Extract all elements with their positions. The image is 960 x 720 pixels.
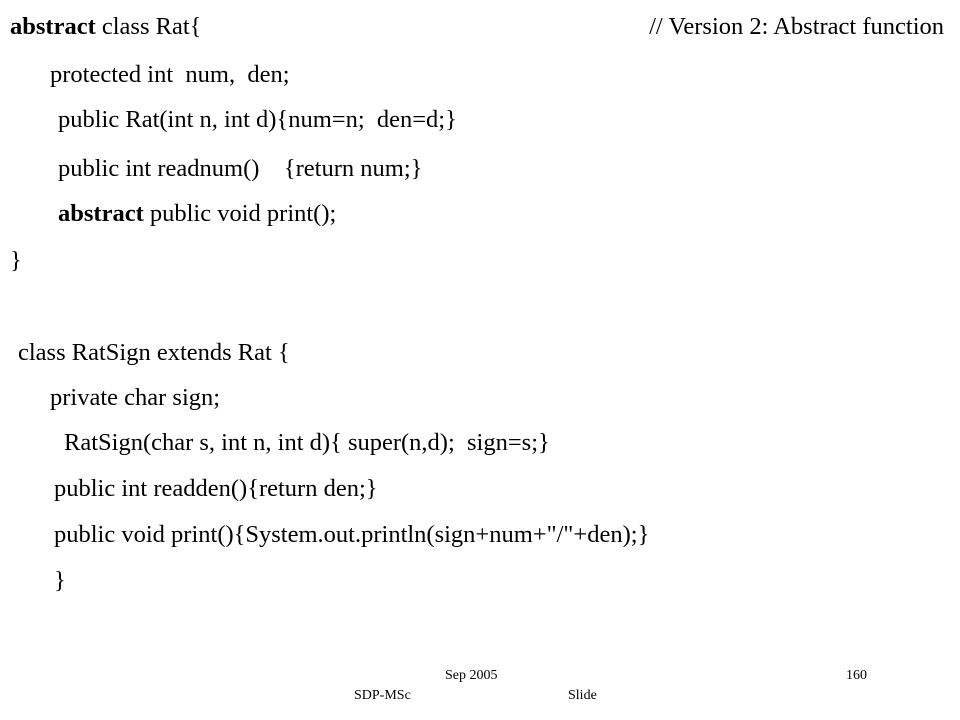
code-text: class RatSign extends Rat {	[18, 339, 290, 366]
code-line-6	[10, 246, 22, 276]
code-line-9	[64, 428, 550, 458]
code-line-11	[54, 520, 649, 550]
code-line-12	[54, 566, 66, 596]
code-line-4	[58, 154, 422, 184]
code-line-1	[10, 12, 201, 42]
code-line-7	[18, 338, 290, 368]
footer-page-number: 160	[846, 668, 867, 683]
code-text: public void print(){System.out.println(sign+num+"/"+den);}	[54, 521, 650, 548]
code-text: public int readden(){return den;}	[54, 475, 378, 502]
code-line-8	[50, 383, 220, 413]
code-text: protected int num, den;	[50, 61, 290, 88]
code-text: class Rat{	[95, 13, 202, 40]
code-line-2	[50, 60, 290, 90]
code-text: }	[54, 567, 66, 594]
code-text: }	[10, 247, 22, 274]
footer-slide-label: Slide	[568, 688, 597, 703]
code-line-5	[58, 199, 336, 229]
code-text: RatSign(char s, int n, int d){ super(n,d); sign=s;}	[64, 429, 550, 456]
code-text: private char sign;	[50, 384, 221, 411]
keyword-abstract: abstract	[58, 200, 144, 227]
footer-date: Sep 2005	[445, 668, 498, 683]
version-comment: // Version 2: Abstract function	[649, 13, 944, 40]
code-line-10	[54, 474, 378, 504]
footer-course: SDP-MSc	[354, 688, 411, 703]
code-text: public void print();	[143, 200, 337, 227]
code-line-3	[58, 105, 457, 135]
keyword-abstract: abstract	[10, 13, 96, 40]
code-text: public int readnum() {return num;}	[58, 155, 423, 182]
code-text: public Rat(int n, int d){num=n; den=d;}	[58, 106, 457, 133]
